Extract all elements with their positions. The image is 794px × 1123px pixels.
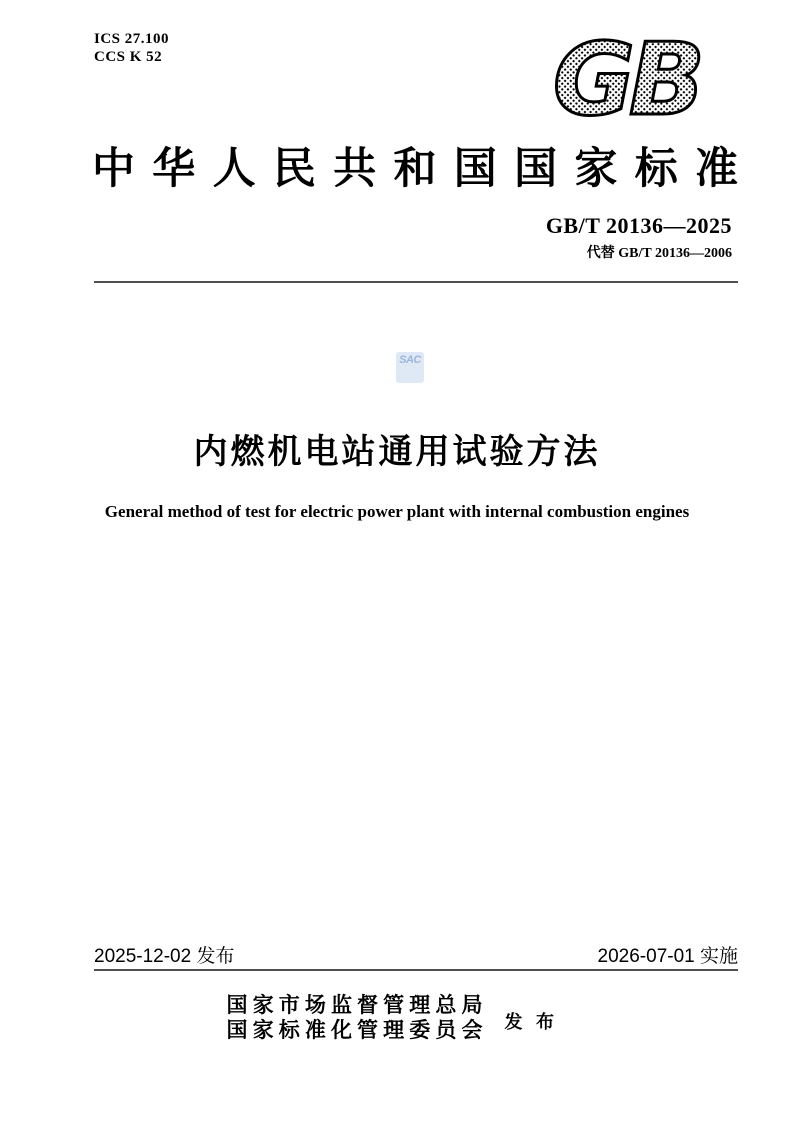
sac-watermark-text: SAC — [399, 354, 421, 366]
issuer-names — [227, 993, 483, 1043]
document-title-english: General method of test for electric power plant with internal combustion engines — [104, 502, 690, 521]
replaces-note: 代替 GB/T 20136—2006 — [586, 246, 732, 261]
publisher-block — [0, 993, 794, 1043]
standard-number: GB/T 20136—2025 — [545, 213, 732, 238]
sac-watermark — [396, 352, 424, 383]
issue-date: 2025-12-02 发布 — [94, 946, 235, 967]
gb-logo-text: GB — [552, 30, 700, 120]
gb-logo-icon — [534, 30, 718, 120]
gb-logo — [534, 30, 718, 120]
dates-row — [94, 941, 738, 968]
national-standard-banner: 中华人民共和国国家标准 — [92, 146, 738, 193]
issuer-line-2: 国家标准化管理委员会 — [226, 1018, 483, 1042]
document-title-chinese: 内燃机电站通用试验方法 — [193, 433, 601, 471]
ccs-code: CCS K 52 — [94, 49, 163, 65]
ics-code: ICS 27.100 — [94, 31, 170, 47]
bottom-divider — [94, 969, 738, 971]
issuer-line-1: 国家市场监督管理总局 — [226, 993, 483, 1017]
implementation-date: 2026-07-01 实施 — [597, 946, 738, 967]
classification-codes — [94, 30, 169, 66]
issue-label: 发布 — [504, 1012, 568, 1032]
top-divider — [94, 281, 738, 283]
